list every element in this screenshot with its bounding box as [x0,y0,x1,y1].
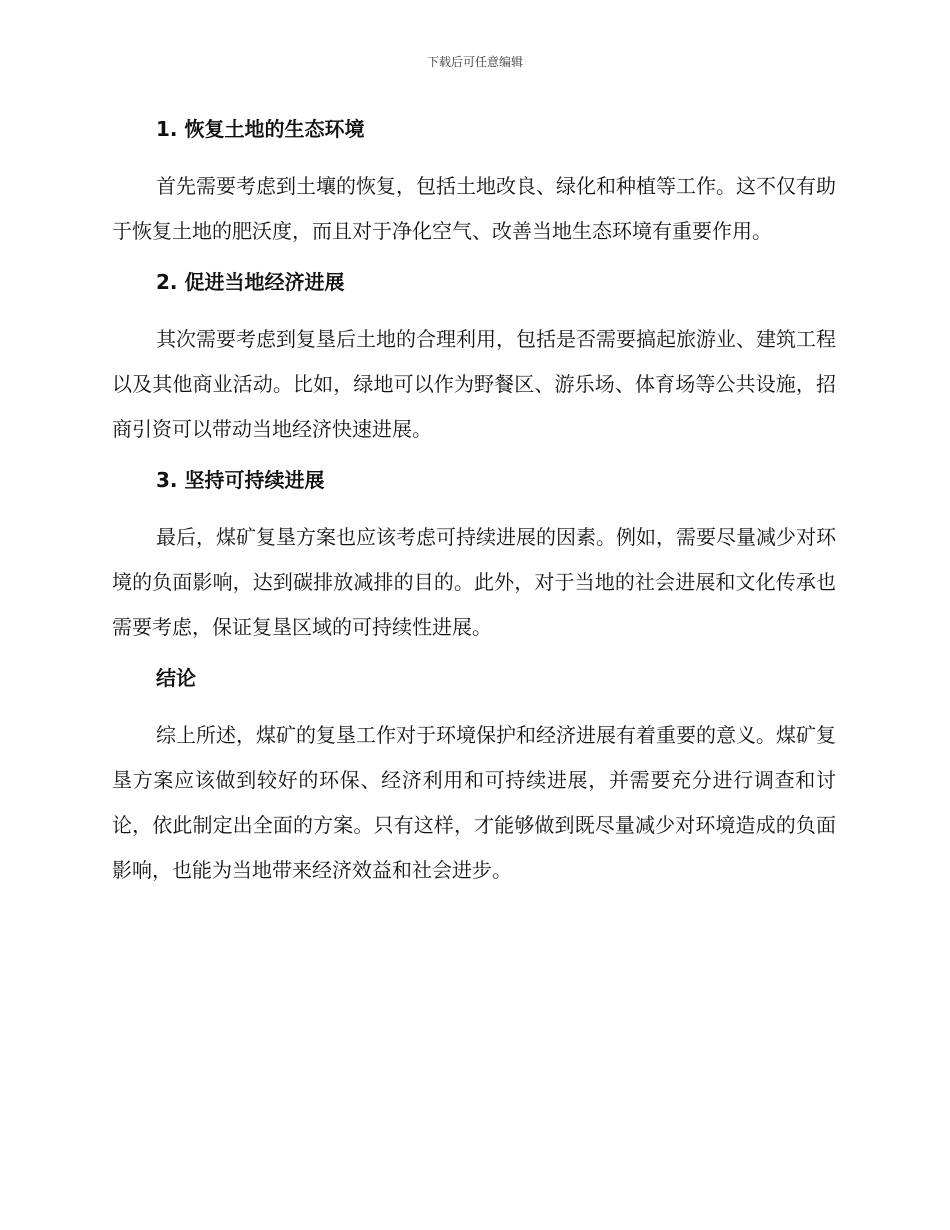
page-header: 下载后可任意编辑 [426,55,523,69]
section-paragraph-sustainability: 最后，煤矿复垦方案也应该考虑可持续进展的因素。例如，需要尽量减少对环境的负面影响，达到碳排放减排的目的。此外，对于当地的社会进展和文化传承也需要考虑，保证复垦区域的可持续性进展。 [112,525,836,639]
section-heading-ecology: 1. 恢复土地的生态环境 [156,117,365,141]
section-heading-economy: 2. 促进当地经济进展 [156,270,345,294]
section-heading-sustainability: 3. 坚持可持续进展 [156,468,325,492]
section-heading-conclusion: 结论 [156,666,196,690]
document-body [112,112,836,893]
section-paragraph-conclusion: 综上所述，煤矿的复垦工作对于环境保护和经济进展有着重要的意义。煤矿复垦方案应该做到较好的环保、经济利用和可持续进展，并需要充分进行调查和讨论，依此制定出全面的方案。只有这样，才能够做到既尽量减少对环境造成的负面影响，也能为当地带来经济效益和社会进步。 [112,723,836,882]
section-paragraph-economy: 其次需要考虑到复垦后土地的合理利用，包括是否需要搞起旅游业、建筑工程以及其他商业活动。比如，绿地可以作为野餐区、游乐场、体育场等公共设施，招商引资可以带动当地经济快速进展。 [112,327,836,441]
section-paragraph-ecology: 首先需要考虑到土壤的恢复，包括土地改良、绿化和种植等工作。这不仅有助于恢复土地的肥沃度，而且对于净化空气、改善当地生态环境有重要作用。 [112,174,836,243]
